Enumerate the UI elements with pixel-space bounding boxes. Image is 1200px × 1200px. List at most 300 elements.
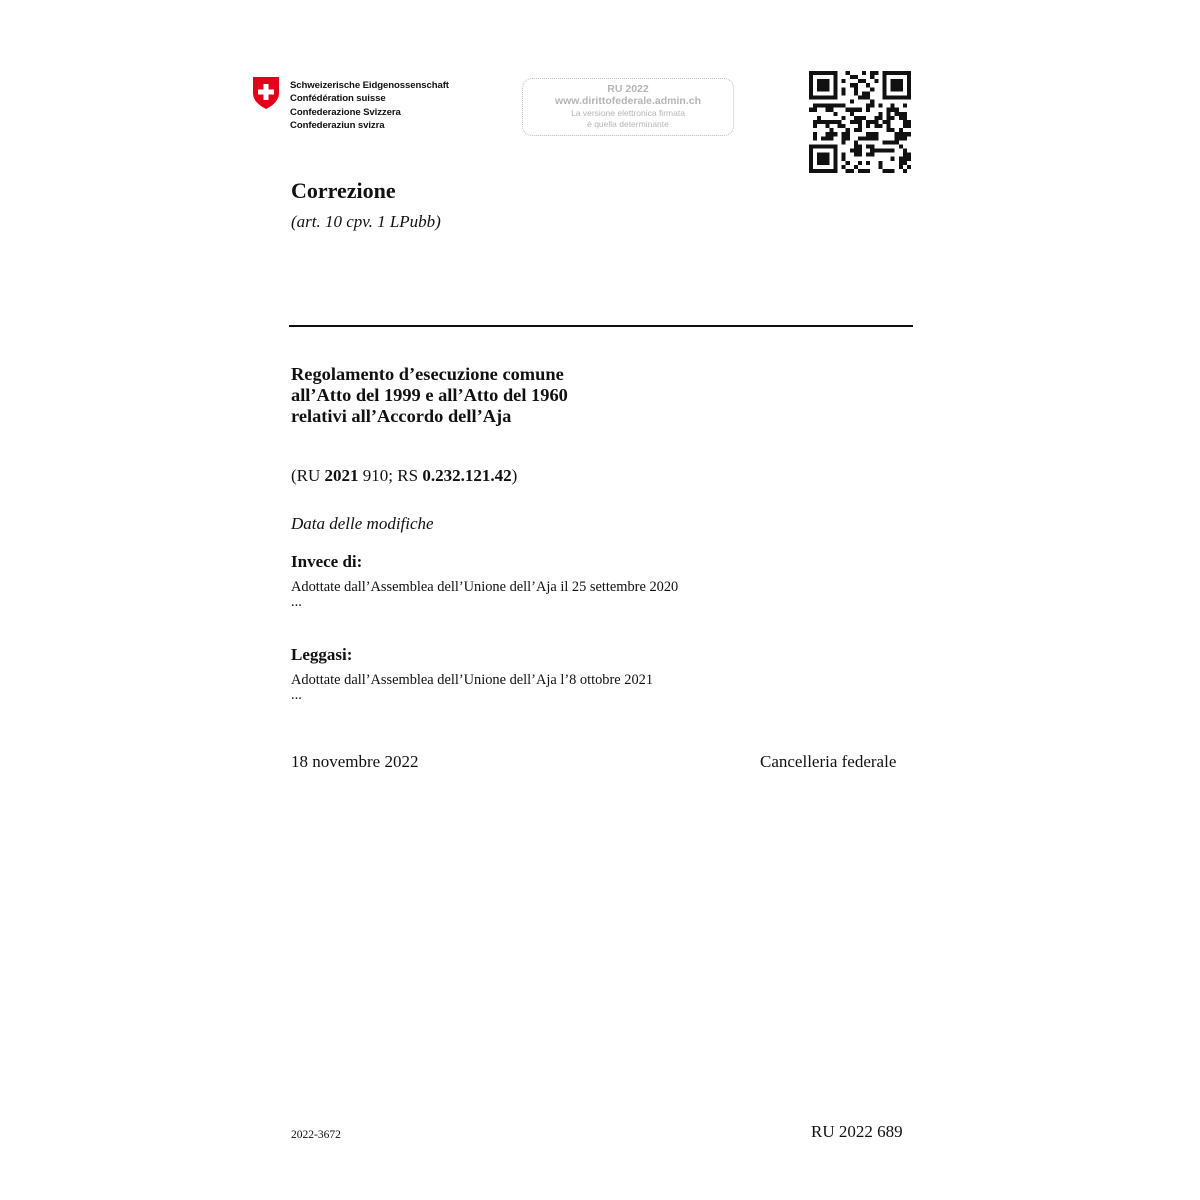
- qr-module: [907, 120, 911, 124]
- qr-module: [874, 132, 878, 136]
- qr-module: [899, 83, 903, 87]
- qr-module: [813, 104, 817, 108]
- qr-module: [870, 100, 874, 104]
- qr-module: [870, 104, 874, 108]
- qr-module: [858, 149, 862, 153]
- qr-module: [882, 95, 886, 99]
- qr-module: [887, 140, 891, 144]
- qr-module: [829, 120, 833, 124]
- qr-module: [821, 144, 825, 148]
- qr-module: [895, 108, 899, 112]
- qr-module: [809, 144, 813, 148]
- qr-module: [887, 112, 891, 116]
- qr-module: [874, 79, 878, 83]
- qr-module: [891, 128, 895, 132]
- section-label: Data delle modifiche: [291, 514, 434, 533]
- qr-module: [895, 132, 899, 136]
- document-number: 2022-3672: [291, 1129, 341, 1141]
- qr-module: [862, 95, 866, 99]
- qr-module: [858, 79, 862, 83]
- qr-module: [899, 95, 903, 99]
- qr-module: [833, 79, 837, 83]
- qr-module: [821, 153, 825, 157]
- qr-module: [850, 83, 854, 87]
- qr-module: [903, 71, 907, 75]
- qr-module: [829, 104, 833, 108]
- qr-module: [891, 79, 895, 83]
- qr-module: [817, 79, 821, 83]
- legal-basis: (art. 10 cpv. 1 LPubb): [291, 212, 441, 231]
- qr-module: [882, 120, 886, 124]
- qr-module: [858, 95, 862, 99]
- qr-module: [903, 169, 907, 173]
- qr-module: [870, 149, 874, 153]
- qr-module: [862, 79, 866, 83]
- qr-module: [854, 140, 858, 144]
- qr-module: [866, 161, 870, 165]
- act-title: [291, 364, 568, 427]
- signing-authority: Cancelleria federale: [760, 752, 897, 771]
- qr-module: [891, 87, 895, 91]
- page-title: Correzione: [291, 178, 396, 203]
- qr-module: [891, 116, 895, 120]
- qr-module: [899, 165, 903, 169]
- qr-module: [891, 157, 895, 161]
- qr-module: [809, 71, 813, 75]
- qr-module: [821, 157, 825, 161]
- publication-stamp: [522, 78, 734, 136]
- qr-module: [813, 136, 817, 140]
- stamp-url: www.dirittofederale.admin.ch: [554, 95, 702, 107]
- qr-module: [903, 161, 907, 165]
- qr-module: [899, 128, 903, 132]
- qr-module: [817, 161, 821, 165]
- qr-module: [907, 95, 911, 99]
- qr-module: [903, 95, 907, 99]
- qr-module: [850, 120, 854, 124]
- qr-module: [907, 83, 911, 87]
- instead-ellipsis: ...: [291, 594, 302, 610]
- qr-module: [907, 91, 911, 95]
- qr-module: [866, 95, 870, 99]
- qr-module: [895, 136, 899, 140]
- qr-module: [854, 91, 858, 95]
- qr-module: [833, 120, 837, 124]
- qr-module: [833, 71, 837, 75]
- qr-module: [821, 120, 825, 124]
- qr-module: [870, 132, 874, 136]
- qr-module: [891, 83, 895, 87]
- qr-module: [870, 71, 874, 75]
- qr-module: [850, 75, 854, 79]
- qr-module: [874, 120, 878, 124]
- qr-module: [882, 140, 886, 144]
- qr-module: [858, 124, 862, 128]
- qr-module: [862, 116, 866, 120]
- qr-module: [833, 144, 837, 148]
- qr-module: [891, 104, 895, 108]
- qr-module: [854, 120, 858, 124]
- qr-module: [817, 153, 821, 157]
- qr-module: [870, 75, 874, 79]
- qr-module: [842, 132, 846, 136]
- qr-module: [899, 157, 903, 161]
- qr-module: [858, 144, 862, 148]
- qr-module: [887, 71, 891, 75]
- qr-module: [858, 128, 862, 132]
- qr-module: [838, 104, 842, 108]
- qr-module: [821, 79, 825, 83]
- qr-module: [833, 157, 837, 161]
- qr-module: [907, 79, 911, 83]
- qr-module: [829, 169, 833, 173]
- qr-module: [825, 161, 829, 165]
- qr-module: [899, 132, 903, 136]
- ref-ru-page: 910; RS: [358, 466, 423, 485]
- qr-module: [842, 79, 846, 83]
- qr-module: [854, 149, 858, 153]
- qr-module: [866, 169, 870, 173]
- qr-module: [870, 153, 874, 157]
- qr-module: [882, 71, 886, 75]
- federation-name-fr: Confédération suisse: [290, 93, 386, 105]
- qr-module: [882, 83, 886, 87]
- qr-module: [817, 71, 821, 75]
- qr-module: [821, 83, 825, 87]
- qr-module: [878, 124, 882, 128]
- federation-name-rm: Confederaziun svizra: [290, 119, 385, 131]
- qr-module: [809, 79, 813, 83]
- qr-module: [825, 108, 829, 112]
- act-reference: [291, 466, 517, 486]
- qr-module: [829, 132, 833, 136]
- qr-module: [833, 132, 837, 136]
- qr-module: [817, 144, 821, 148]
- qr-module: [829, 108, 833, 112]
- qr-module: [903, 124, 907, 128]
- qr-module: [899, 116, 903, 120]
- qr-module: [829, 128, 833, 132]
- qr-module: [821, 136, 825, 140]
- qr-module: [821, 161, 825, 165]
- qr-module: [882, 79, 886, 83]
- qr-module: [817, 104, 821, 108]
- qr-module: [887, 108, 891, 112]
- qr-module: [895, 112, 899, 116]
- qr-module: [899, 144, 903, 148]
- qr-module: [882, 149, 886, 153]
- ref-open: (RU: [291, 466, 325, 485]
- qr-module: [833, 169, 837, 173]
- qr-module: [813, 169, 817, 173]
- qr-module: [899, 71, 903, 75]
- stamp-note-2: è quella determinante: [587, 119, 669, 129]
- qr-module: [866, 124, 870, 128]
- qr-module: [854, 75, 858, 79]
- qr-module: [895, 140, 899, 144]
- instead-text: Adottate dall’Assemblea dell’Unione dell’Aja il 25 settembre 2020: [291, 579, 679, 595]
- qr-module: [846, 128, 850, 132]
- qr-module: [821, 95, 825, 99]
- qr-module: [878, 165, 882, 169]
- qr-module: [878, 161, 882, 165]
- qr-module: [846, 132, 850, 136]
- qr-module: [903, 132, 907, 136]
- qr-module: [866, 132, 870, 136]
- qr-module: [817, 169, 821, 173]
- qr-module: [878, 112, 882, 116]
- qr-module: [809, 108, 813, 112]
- qr-module: [854, 153, 858, 157]
- qr-module: [809, 169, 813, 173]
- qr-module: [903, 112, 907, 116]
- qr-module: [854, 128, 858, 132]
- qr-module: [813, 132, 817, 136]
- qr-module: [903, 136, 907, 140]
- qr-module: [907, 157, 911, 161]
- qr-module: [882, 87, 886, 91]
- qr-module: [891, 149, 895, 153]
- qr-module: [825, 95, 829, 99]
- qr-module: [907, 75, 911, 79]
- qr-module: [825, 79, 829, 83]
- qr-module: [833, 165, 837, 169]
- read-heading: Leggasi:: [291, 645, 353, 664]
- qr-module: [882, 169, 886, 173]
- qr-module: [842, 104, 846, 108]
- official-compilation-ref: RU 2022 689: [811, 1122, 903, 1141]
- qr-module: [858, 136, 862, 140]
- stamp-ru: RU 2022: [607, 83, 649, 95]
- qr-module: [899, 112, 903, 116]
- qr-module: [825, 104, 829, 108]
- qr-module: [817, 116, 821, 120]
- qr-module: [850, 112, 854, 116]
- stamp-note-1: La versione elettronica firmata: [571, 108, 685, 118]
- qr-module: [891, 169, 895, 173]
- qr-module: [870, 120, 874, 124]
- qr-module: [899, 87, 903, 91]
- qr-module: [887, 128, 891, 132]
- qr-module: [809, 165, 813, 169]
- qr-module: [825, 83, 829, 87]
- qr-module: [870, 136, 874, 140]
- qr-module: [813, 71, 817, 75]
- qr-module: [838, 120, 842, 124]
- qr-module: [903, 149, 907, 153]
- qr-module: [866, 136, 870, 140]
- qr-module: [874, 149, 878, 153]
- qr-module: [874, 124, 878, 128]
- qr-module: [854, 144, 858, 148]
- qr-module: [887, 116, 891, 120]
- qr-module: [833, 83, 837, 87]
- qr-module: [842, 91, 846, 95]
- qr-module: [907, 132, 911, 136]
- qr-module: [874, 116, 878, 120]
- qr-module: [858, 161, 862, 165]
- qr-module: [882, 91, 886, 95]
- qr-module: [833, 91, 837, 95]
- qr-module: [825, 153, 829, 157]
- qr-module: [866, 153, 870, 157]
- qr-module: [891, 95, 895, 99]
- qr-module: [907, 165, 911, 169]
- qr-module: [907, 153, 911, 157]
- qr-module: [821, 104, 825, 108]
- qr-module: [907, 87, 911, 91]
- qr-module: [842, 153, 846, 157]
- qr-module: [858, 120, 862, 124]
- read-ellipsis: ...: [291, 687, 302, 703]
- qr-module: [833, 112, 837, 116]
- qr-module: [842, 116, 846, 120]
- instead-heading: Invece di:: [291, 552, 363, 571]
- qr-module: [887, 120, 891, 124]
- qr-module: [817, 87, 821, 91]
- qr-module: [895, 71, 899, 75]
- qr-module: [817, 95, 821, 99]
- qr-module: [809, 91, 813, 95]
- qr-module: [903, 116, 907, 120]
- qr-module: [899, 79, 903, 83]
- swiss-crest-icon: [251, 76, 281, 110]
- qr-module: [854, 165, 858, 169]
- qr-module: [821, 71, 825, 75]
- qr-module: [887, 169, 891, 173]
- qr-module: [866, 83, 870, 87]
- qr-module: [833, 161, 837, 165]
- qr-module: [907, 124, 911, 128]
- qr-module: [895, 83, 899, 87]
- qr-module: [842, 87, 846, 91]
- qr-module: [878, 149, 882, 153]
- qr-module: [862, 71, 866, 75]
- qr-module: [838, 124, 842, 128]
- qr-module: [895, 79, 899, 83]
- read-text: Adottate dall’Assemblea dell’Unione dell’Aja l’8 ottobre 2021: [291, 672, 654, 688]
- qr-module: [854, 116, 858, 120]
- act-title-line: relativi all’Accordo dell’Aja: [291, 406, 512, 426]
- ref-close: ): [511, 466, 518, 485]
- qr-module: [825, 157, 829, 161]
- qr-module: [817, 120, 821, 124]
- qr-module: [825, 136, 829, 140]
- qr-module: [846, 108, 850, 112]
- qr-module: [825, 124, 829, 128]
- qr-module: [858, 153, 862, 157]
- qr-module: [903, 157, 907, 161]
- qr-module: [862, 91, 866, 95]
- qr-module: [846, 169, 850, 173]
- act-title-line: all’Atto del 1999 e all’Atto del 1960: [291, 385, 568, 405]
- qr-module: [829, 136, 833, 140]
- qr-module: [829, 144, 833, 148]
- signature-date: 18 novembre 2022: [291, 752, 419, 771]
- qr-module: [862, 136, 866, 140]
- qr-code-icon: [809, 71, 911, 173]
- qr-module: [825, 120, 829, 124]
- qr-module: [825, 144, 829, 148]
- qr-module: [809, 75, 813, 79]
- qr-module: [813, 124, 817, 128]
- qr-module: [850, 108, 854, 112]
- qr-module: [817, 83, 821, 87]
- qr-module: [809, 157, 813, 161]
- qr-module: [821, 169, 825, 173]
- qr-module: [829, 95, 833, 99]
- qr-module: [891, 71, 895, 75]
- qr-module: [850, 149, 854, 153]
- qr-module: [858, 108, 862, 112]
- qr-module: [809, 149, 813, 153]
- qr-module: [903, 153, 907, 157]
- qr-module: [842, 140, 846, 144]
- qr-module: [899, 136, 903, 140]
- qr-module: [846, 136, 850, 140]
- qr-module: [825, 71, 829, 75]
- qr-module: [821, 87, 825, 91]
- qr-module: [891, 108, 895, 112]
- qr-module: [846, 161, 850, 165]
- qr-module: [874, 136, 878, 140]
- qr-module: [833, 149, 837, 153]
- qr-module: [833, 104, 837, 108]
- divider: [289, 325, 913, 327]
- qr-module: [870, 87, 874, 91]
- qr-module: [866, 120, 870, 124]
- ref-rs-number: 0.232.121.42: [422, 466, 512, 485]
- qr-module: [850, 169, 854, 173]
- qr-module: [862, 169, 866, 173]
- read-text-block: [291, 671, 653, 702]
- qr-module: [846, 71, 850, 75]
- federation-name-de: Schweizerische Eidgenossenschaft: [290, 80, 449, 91]
- qr-module: [809, 87, 813, 91]
- qr-module: [813, 144, 817, 148]
- qr-module: [882, 75, 886, 79]
- qr-module: [809, 161, 813, 165]
- qr-module: [870, 144, 874, 148]
- qr-module: [817, 157, 821, 161]
- instead-text-block: [291, 578, 678, 609]
- federation-name-it: Confederazione Svizzera: [290, 106, 401, 118]
- qr-module: [829, 71, 833, 75]
- qr-module: [866, 144, 870, 148]
- qr-module: [891, 140, 895, 144]
- qr-module: [813, 108, 817, 112]
- qr-module: [887, 149, 891, 153]
- qr-module: [887, 95, 891, 99]
- federation-names: [290, 79, 449, 132]
- qr-module: [903, 120, 907, 124]
- qr-module: [866, 104, 870, 108]
- qr-module: [809, 83, 813, 87]
- qr-module: [842, 136, 846, 140]
- qr-module: [809, 95, 813, 99]
- qr-module: [858, 116, 862, 120]
- qr-module: [866, 108, 870, 112]
- qr-module: [854, 87, 858, 91]
- qr-module: [813, 95, 817, 99]
- qr-module: [825, 87, 829, 91]
- qr-module: [878, 116, 882, 120]
- qr-module: [903, 104, 907, 108]
- qr-module: [825, 169, 829, 173]
- qr-module: [833, 87, 837, 91]
- qr-module: [833, 153, 837, 157]
- qr-module: [907, 71, 911, 75]
